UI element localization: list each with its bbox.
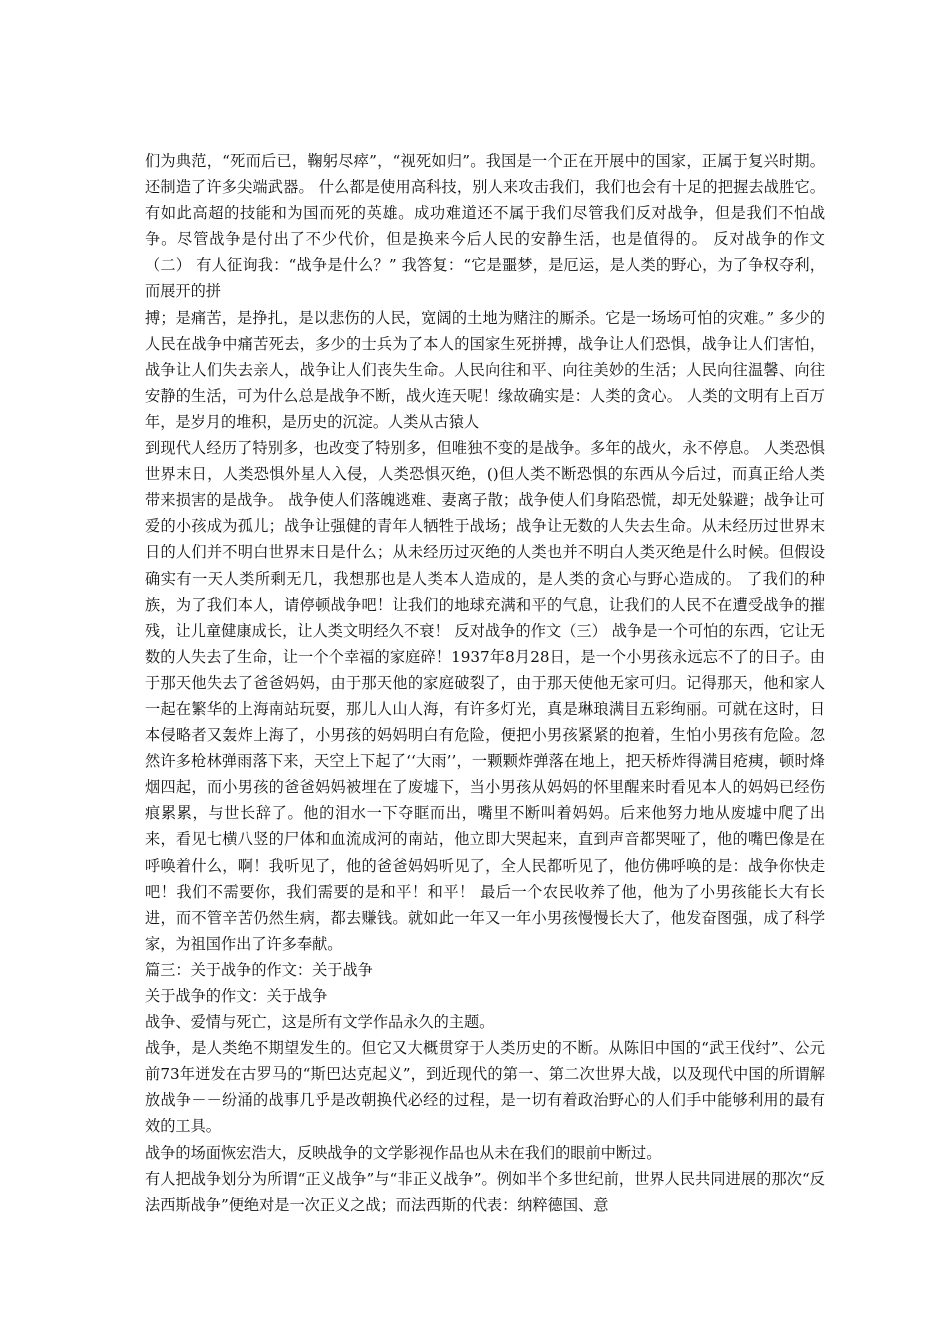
article-title: 关于战争的作文：关于战争 [145, 987, 328, 1005]
paragraph-7: 有人把战争划分为所谓“正义战争”与“非正义战争”。例如半个多世纪前，世界人民共同进展的那次“反法西斯战争”便绝对是一次正义之战；而法西斯的代表：纳粹德国、意 [145, 1169, 825, 1214]
section-heading: 篇三：关于战争的作文：关于战争 [145, 960, 373, 979]
document-page [145, 148, 825, 1218]
paragraph-1: 们为典范，“死而后已，鞠躬尽瘁”，“视死如归”。我国是一个正在开展中的国家，正属于复兴时期。还制造了许多尖端武器。 什么都是使用高科技，别人来攻击我们，我们也会有十足的把握去战胜它。有如此高超的技能和为国而死的英雄。成功难道还不属于我们尽管我们反对战争，但是我们不怕战争。尽管战争是付出了不少代价，但是换来今后人民的安静生活，也是值得的。 反对战争的作文（二） 有人征询我：“战争是什么？” 我答复：“它是噩梦，是厄运，是人类的野心，为了争权夺利，而展开的拼 [145, 152, 825, 301]
paragraph-4: 战争、爱情与死亡，这是所有文学作品永久的主题。 [145, 1013, 495, 1032]
paragraph-3: 到现代人经历了特别多，也改变了特别多，但唯独不变的是战争。多年的战火，永不停息。 人类恐惧世界末日，人类恐惧外星人入侵，人类恐惧灭绝，()但人类不断恐惧的东西从今后过，而真正给人类带来损害的是战争。 战争使人们落魄逃难、妻离子散；战争使人们身陷恐慌，却无处躲避；战争让可爱的小孩成为孤儿；战争让强健的青年人牺牲于战场；战争让无数的人失去生命。从未经历过世界末日的人们并不明白世界末日是什么；从未经历过灭绝的人类也并不明白人类灭绝是什么时候。但假设确实有一天人类所剩无几，我想那也是人类本人造成的，是人类的贪心与野心造成的。 了我们的种族，为了我们本人，请停顿战争吧！让我们的地球充满和平的气息，让我们的人民不在遭受战争的摧残，让儿童健康成长，让人类文明经久不衰！ 反对战争的作文（三） 战争是一个可怕的东西，它让无数的人失去了生命，让一个个幸福的家庭碎！1937年8月28日，是一个小男孩永远忘不了的日子。由于那天他失去了爸爸妈妈，由于那天他的家庭破裂了，由于那天使他无家可归。记得那天，他和家人一起在繁华的上海南站玩耍，那儿人山人海，有许多灯光，真是琳琅满目五彩绚丽。可就在这时，日本侵略者又轰炸上海了，小男孩的妈妈明白有危险，便把小男孩紧紧的抱着，生怕小男孩有危险。忽然许多枪林弹雨落下来，天空上下起了‘‘大雨’’，一颗颗炸弹落在地上，把天桥炸得满目疮痍，顿时烽烟四起，而小男孩的爸爸妈妈被埋在了废墟下，当小男孩从妈妈的怀里醒来时看见本人的妈妈已经伤痕累累，与世长辞了。他的泪水一下夺眶而出，嘴里不断叫着妈妈。后来他努力地从废墟中爬了出来，看见七横八竖的尸体和血流成河的南站，他立即大哭起来，直到声音都哭哑了，他的嘴巴像是在呼唤着什么，啊！我听见了，他的爸爸妈妈听见了，全人民都听见了，他仿佛呼唤的是：战争你快走吧！我们不需要你，我们需要的是和平！和平！ 最后一个农民收养了他，他为了小男孩能长大有长进，而不管辛苦仍然生病，都去赚钱。就如此一年又一年小男孩慢慢长大了，他发奋图强，成了科学家，为祖国作出了许多奉献。 [145, 439, 825, 953]
paragraph-2: 搏；是痛苦，是挣扎，是以悲伤的人民，宽阔的土地为赌注的厮杀。它是一场场可怕的灾难。” 多少的人民在战争中痛苦死去，多少的士兵为了本人的国家生死拼搏，战争让人们恐惧，战争让人们害怕，战争让人们失去亲人，战争让人们丧失生命。人民向往和平、向往美妙的生活；人民向往温馨、向往安静的生活，可为什么总是战争不断，战火连天呢！缘故确实是：人类的贪心。 人类的文明有上百万年，是岁月的堆积，是历史的沉淀。人类从古猿人 [145, 308, 825, 431]
paragraph-5: 战争，是人类绝不期望发生的。但它又大概贯穿于人类历史的不断。从陈旧中国的“武王伐纣”、公元前73年迸发在古罗马的“斯巴达克起义”，到近现代的第一、第二次世界大战，以及现代中国的所谓解放战争－－纷涌的战事几乎是改朝换代必经的过程，是一切有着政治野心的人们手中能够利用的最有效的工具。 [145, 1039, 825, 1136]
paragraph-6: 战争的场面恢宏浩大，反映战争的文学影视作品也从未在我们的眼前中断过。 [145, 1143, 662, 1162]
